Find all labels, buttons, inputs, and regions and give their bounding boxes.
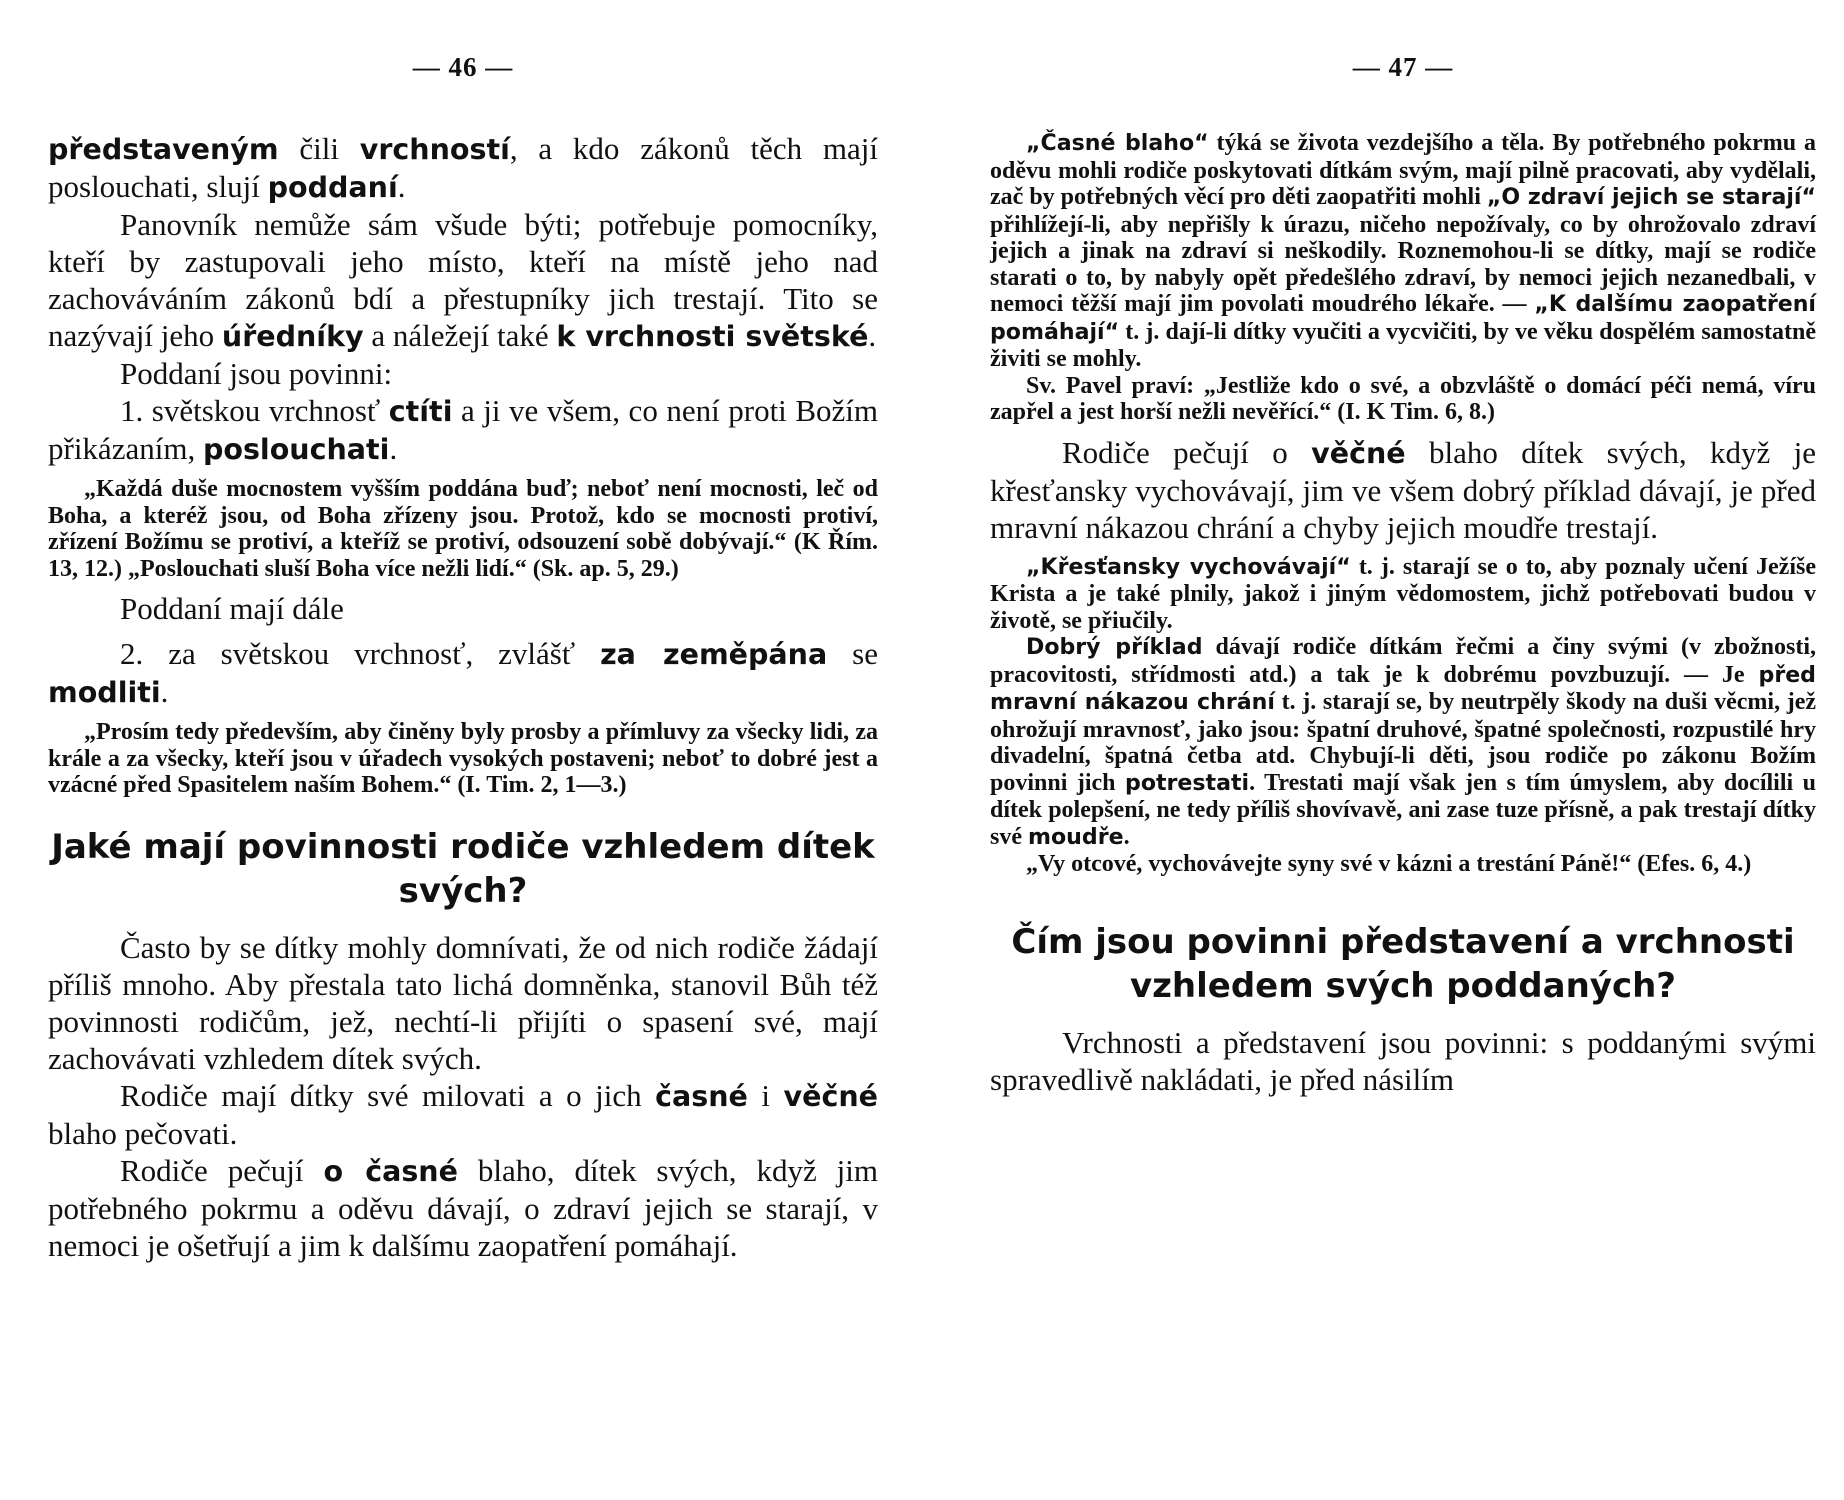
- small-paragraph: [990, 130, 1816, 373]
- scripture-quote: „Každá duše mocnostem vyšším poddána buď; neboť není mocnosti, leč od Boha, a kteréž jsou, od Boha zřízeny jsou. Protož, kdo se mocnosti protiví, zřízení Božímu se protiví, a kteříž se protiví, odsouzení sobě dobývají.“ (K Řím. 13, 12.) „Poslouchati sluší Boha více nežli lidí.“ (Sk. ap. 5, 29.): [48, 476, 878, 582]
- scripture-quote: Sv. Pavel praví: „Jestliže kdo o své, a obzvláště o domácí péči nemá, víru zapřel a jest horší nežli nevěřící.“ (I. K Tim. 6, 8.): [990, 372, 1816, 425]
- text-run: t. j. dají-li dítky vyučiti a vycvičiti, by ve věku dospělém samostatně živiti se mohly.: [990, 318, 1816, 372]
- text-run: přihlížejí-li, aby nepřišly k úrazu, ničeho nepožívaly, co by ohrožovalo zdraví jejich a jinak na zdraví si neškodily. Roznemohou-li se dítky, mají se rodiče starati o to, by nabyly opět předešlého zdraví, by nemoci jejich nezanedbali, v nemoci těžší mají jim povolati moudrého lékaře. —: [990, 211, 1816, 317]
- paragraph: Vrchnosti a představení jsou povinni: s poddanými svými spravedlivě nakládati, je před násilím: [990, 1024, 1816, 1097]
- bold-term: časné: [655, 1079, 748, 1113]
- text-run: čili: [278, 131, 360, 166]
- bold-term: Dobrý příklad: [1026, 635, 1203, 660]
- small-paragraph: [990, 634, 1816, 851]
- left-page-content: [48, 130, 878, 1264]
- text-run: .: [397, 169, 406, 204]
- bold-term: k vrchnosti světské: [556, 320, 869, 353]
- paragraph: [48, 1152, 878, 1264]
- text-run: .: [868, 318, 877, 353]
- bold-term: za zeměpána: [600, 638, 828, 671]
- bold-term: moudře: [1028, 824, 1124, 850]
- text-run: blaho pečovati.: [48, 1115, 238, 1151]
- paragraph: [48, 392, 878, 468]
- text-run: blaho, dítek svých, když jim potřebného pokrmu a oděvu dávají, o zdraví jejich se starají, v nemoci je ošetřují a jim k dalšímu zaopatření pomáhají.: [48, 1152, 878, 1263]
- text-run: Panovník nemůže sám všude býti; potřebuje pomocníky, kteří by zastupovali jeho místo, kteří na místě jeho nad zachováváním zákonů bdí a přestupníky jich trestají. Tito se nazývají jeho: [48, 207, 878, 353]
- text-run: i: [747, 1077, 784, 1113]
- bold-term: úředníky: [221, 320, 364, 353]
- paragraph: [48, 206, 878, 355]
- bold-term: „K dalšímu zaopatření pomáhají“: [990, 292, 1817, 345]
- text-run: se: [827, 636, 878, 671]
- bold-term: „Křesťansky vychovávají“: [1026, 554, 1351, 580]
- page-number: — 46 —: [412, 52, 514, 82]
- text-run: týká se života vezdejšího a těla. By potřebného pokrmu a oděvu mohli rodiče poskytovati dítkám svým, mají pilně pracovati, aby vydělali, zač by potřebných věcí pro děti zaopatřiti mohli: [990, 130, 1816, 210]
- scripture-quote: „Vy otcové, vychovávejte syny své v kázni a trestání Páně!“ (Efes. 6, 4.): [1026, 851, 1752, 877]
- section-heading: Čím jsou povinni představení a vrchnosti vzhledem svých poddaných?: [1011, 921, 1795, 1006]
- text-run: 1. světskou vrchnosť: [120, 393, 389, 428]
- text-run: 2. za světskou vrchnosť, zvlášť: [120, 636, 601, 671]
- paragraph: Poddaní jsou povinni:: [120, 356, 393, 391]
- scripture-quote: „Prosím tedy především, aby činěny byly prosby a přímluvy za všecky lidi, za krále a za všecky, kteří jsou v úřadech vysokých postaveni; neboť to dobré jest a vzácné před Spasitelem naším Bohem.“ (I. Tim. 2, 1—3.): [48, 719, 878, 798]
- paragraph: [990, 434, 1816, 546]
- text-run: a náležejí také: [363, 318, 557, 353]
- text-run: .: [160, 674, 169, 709]
- bold-term: „O zdraví jejich se starají“: [1486, 185, 1816, 210]
- bold-term: vrchností: [359, 133, 510, 166]
- bold-term: poddaní: [267, 171, 398, 204]
- section-heading: Jaké mají povinnosti rodiče vzhledem dítek svých?: [51, 826, 875, 911]
- text-run: . Trestati mají však jen s tím úmyslem, aby docílili u dítek polepšení, ne tedy příliš shovívavě, ani zase tuze přísně, a pak trestají dítky své: [990, 769, 1816, 850]
- bold-term: ctíti: [388, 395, 453, 428]
- text-run: Rodiče pečují: [120, 1152, 324, 1188]
- paragraph: [48, 635, 878, 711]
- bold-term: věčné: [1311, 436, 1406, 470]
- paragraph: Poddaní mají dále: [120, 591, 344, 626]
- text-run: .: [389, 431, 398, 466]
- bold-term: „Časné blaho“: [1026, 131, 1209, 156]
- text-run: blaho dítek svých, když je křesťansky vychovávají, jim ve všem dobrý příklad dávají, je před mravní nákazou chrání a chyby jejich moudře trestají.: [990, 434, 1816, 545]
- paragraph: [48, 130, 878, 206]
- paragraph: Často by se dítky mohly domnívati, že od nich rodiče žádají příliš mnoho. Aby přestala tato lichá domněnka, stanovil Bůh též povinnosti rodičům, jež, nechtí-li přijíti o spasení své, mají zachovávati vzhledem dítek svých.: [48, 929, 878, 1076]
- small-paragraph: [990, 554, 1816, 635]
- text-run: Rodiče pečují o: [1062, 434, 1312, 470]
- text-run: dávají rodiče dítkám řečmi a činy svými (v zbožnosti, pracovitosti, střídmosti atd.) a tak je k dobrému povzbuzují. — Je: [990, 634, 1816, 688]
- bold-term: modliti: [48, 676, 161, 709]
- right-page-content: [990, 130, 1816, 1098]
- paragraph: [48, 1077, 878, 1152]
- text-run: , a kdo zákonů těch mají poslouchati, slují: [48, 131, 878, 204]
- bold-term: o časné: [323, 1154, 458, 1188]
- bold-term: představeným: [48, 133, 279, 166]
- text-run: t. j. starají se o to, aby poznaly učení Ježíše Krista a je také plnily, jakož i jiným vědomostem, jichž potřebovati budou v životě, se přiučily.: [990, 553, 1816, 634]
- text-run: .: [1123, 823, 1130, 850]
- bold-term: potrestati: [1125, 770, 1250, 796]
- bold-term: poslouchati: [202, 433, 390, 466]
- page-number: — 47 —: [1352, 52, 1454, 82]
- text-run: Rodiče mají dítky své milovati a o jich: [120, 1077, 656, 1113]
- bold-term: před mravní nákazou chrání: [990, 662, 1816, 715]
- bold-term: věčné: [783, 1079, 878, 1113]
- text-run: t. j. starají se, by neutrpěly škody na duši věcmi, jež ohrožují mravnosť, jako jsou: špatní druhové, špatné společnosti, rozpustilé hry divadelní, špatná četba atd. Chybují-li děti, jsou rodiče po zákonu Božím povinni jich: [990, 689, 1817, 796]
- text-run: a ji ve všem, co není proti Božím přikázaním,: [48, 393, 878, 466]
